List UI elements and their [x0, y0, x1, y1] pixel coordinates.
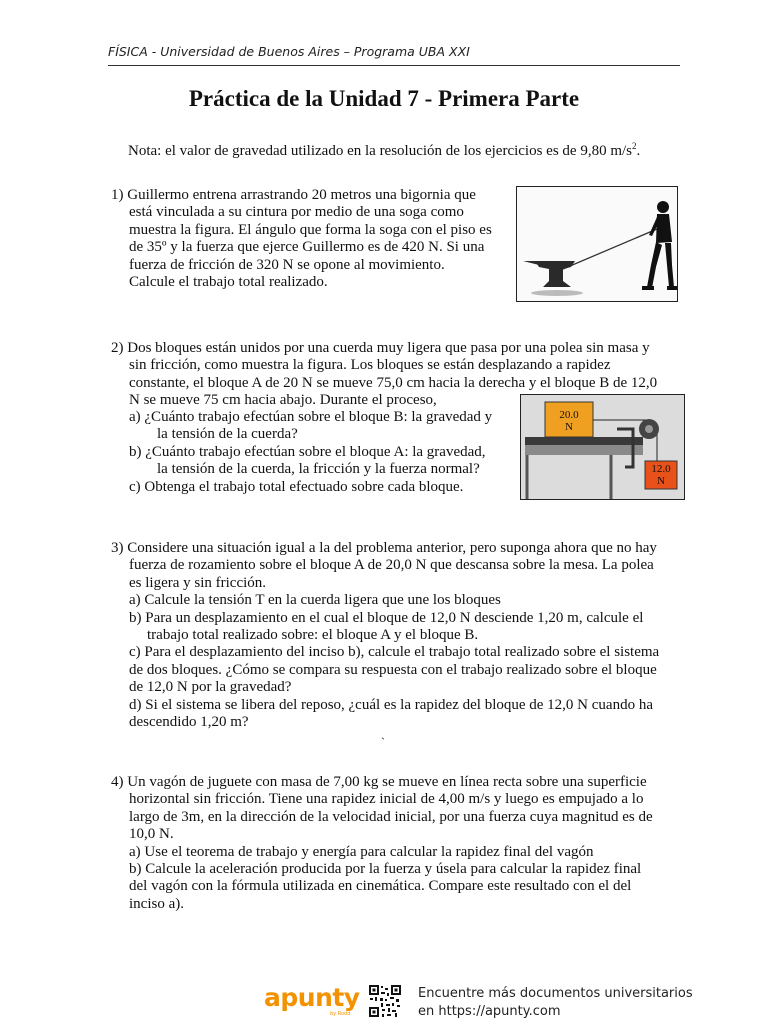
page-header: FÍSICA - Universidad de Buenos Aires – Programa UBA XXI — [108, 44, 680, 66]
exercise-2-items — [111, 409, 511, 496]
ex3-line: fuerza de rozamiento sobre el bloque A de 20,0 N que descansa sobre la mesa. La polea — [129, 557, 654, 574]
figure-man-pulling-anvil — [516, 186, 678, 302]
ex1-line: de 35º y la fuerza que ejerce Guillermo es de 420 N. Si una — [129, 239, 485, 256]
page-title: Práctica de la Unidad 7 - Primera Parte — [188, 86, 580, 111]
gravity-note — [128, 141, 688, 160]
ex3-line: d) Si el sistema se libera del reposo, ¿cuál es la rapidez del bloque de 12,0 N cuando ha — [129, 696, 653, 713]
ex2-item: b) ¿Cuánto trabajo efectúan sobre el bloque A: la gravedad, — [129, 443, 486, 460]
note-text: Nota: el valor de gravedad utilizado en la resolución de los ejercicios es de 9,80 m/s — [128, 143, 633, 159]
ex3-line: trabajo total realizado sobre: el bloque A y el bloque B. — [147, 627, 479, 644]
ex2-item: a) ¿Cuánto trabajo efectúan sobre el bloque B: la gravedad y — [129, 409, 493, 425]
qr-code-icon[interactable] — [368, 984, 402, 1018]
ex1-line: fuerza de fricción de 320 N se opone al movimiento. — [129, 256, 445, 273]
ex4-line: 4) Un vagón de juguete con masa de 7,00 kg se mueve en línea recta sobre una superficie — [111, 774, 647, 790]
stray-mark: ` — [381, 735, 385, 749]
man-anvil-illustration — [517, 187, 677, 301]
apunty-logo[interactable]: apunty — [264, 983, 360, 1012]
footer-line-1: Encuentre más documentos universitarios — [418, 986, 693, 1001]
ex3-line: 3) Considere una situación igual a la del problema anterior, pero suponga ahora que no hay — [111, 540, 657, 556]
ex4-line: 10,0 N. — [129, 826, 174, 843]
ex3-line: a) Calcule la tensión T en la cuerda ligera que une los bloques — [129, 592, 501, 609]
exercise-1 — [111, 187, 505, 291]
ex3-line: de 12,0 N por la gravedad? — [129, 679, 292, 696]
ex4-line: horizontal sin fricción. Tiene una rapidez inicial de 4,00 m/s y luego es empujado a lo — [129, 791, 644, 808]
ex1-line: está vinculada a su cintura por medio de una soga como — [129, 204, 464, 221]
block-a-label — [545, 409, 593, 433]
ex2-line: N se mueve 75 cm hacia abajo. Durante el proceso, — [129, 392, 437, 409]
ex2-item: c) Obtenga el trabajo total efectuado sobre cada bloque. — [129, 478, 464, 495]
ex3-line: descendido 1,20 m? — [129, 714, 249, 731]
ex4-line: a) Use el teorema de trabajo y energía para calcular la rapidez final del vagón — [129, 843, 594, 860]
ex1-line: muestra la figura. El ángulo que forma la soga con el piso es — [129, 221, 492, 238]
ex3-line: de dos bloques. ¿Cómo se compara su respuesta con el trabajo realizado sobre el bloque — [129, 661, 657, 678]
ex1-line: Calcule el trabajo total realizado. — [129, 274, 328, 291]
ex4-line: largo de 3m, en la dirección de la velocidad inicial, por una fuerza cuya magnitud es de — [129, 808, 653, 825]
ex3-line: b) Para un desplazamiento en el cual el bloque de 12,0 N desciende 1,20 m, calcule el — [129, 609, 644, 626]
exercise-3 — [111, 540, 677, 731]
block-a-weight: 20.0 — [559, 409, 579, 421]
footer-link[interactable]: en https://apunty.com — [418, 1004, 561, 1019]
note-exponent: 2 — [632, 141, 637, 151]
footer-promo — [418, 985, 693, 1021]
ex4-line: inciso a). — [129, 895, 184, 912]
ex2-line: constante, el bloque A de 20 N se mueve 75,0 cm hacia la derecha y el bloque B de 12,0 — [129, 374, 658, 391]
ex3-line: c) Para el desplazamiento del inciso b), calcule el trabajo total realizado sobre el sistema — [129, 644, 660, 661]
ex1-line: 1) Guillermo entrena arrastrando 20 metros una bigornia que — [111, 187, 476, 203]
block-b-unit: N — [657, 475, 665, 487]
block-a-unit: N — [565, 421, 573, 433]
figure-blocks-pulley — [520, 394, 685, 500]
ex2-item: la tensión de la cuerda, la fricción y la fuerza normal? — [157, 461, 480, 478]
apunty-logo-sub: by Rodd — [330, 1011, 351, 1017]
ex3-line: es ligera y sin fricción. — [129, 574, 267, 591]
exercise-4 — [111, 774, 677, 913]
note-end: . — [636, 143, 641, 159]
ex4-line: b) Calcule la aceleración producida por la fuerza y úsela para calcular la rapidez final — [129, 861, 642, 878]
ex4-line: del vagón con la fórmula utilizada en cinemática. Compare este resultado con el del — [129, 878, 632, 895]
block-b-label — [645, 463, 677, 487]
page-footer — [0, 980, 768, 1024]
ex2-line: sin fricción, como muestra la figura. Los bloques se están desplazando a rapidez — [129, 357, 611, 374]
ex2-line: 2) Dos bloques están unidos por una cuerda muy ligera que pasa por una polea sin masa y — [111, 340, 650, 356]
ex2-item: la tensión de la cuerda? — [157, 426, 298, 443]
block-b-weight: 12.0 — [651, 463, 671, 475]
